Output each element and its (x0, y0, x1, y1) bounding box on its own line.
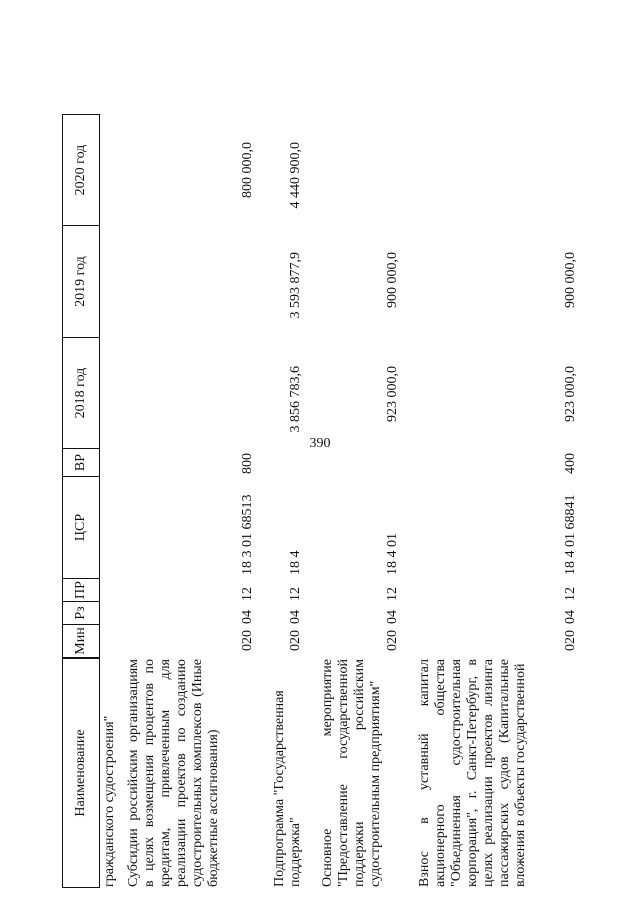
cell-min: 020 (288, 630, 303, 651)
cell-csr: 18 4 (288, 550, 303, 575)
cell-min: 020 (563, 630, 578, 651)
cell-pr: 12 (563, 587, 578, 601)
header-rz: Рз (62, 601, 100, 625)
cell-2019: 900 000,0 (563, 252, 578, 308)
row-name: Основное мероприятие "Предоставление государственной поддержки российским судостроительным предприятиям" (320, 659, 383, 887)
cell-2018: 3 856 783,6 (288, 366, 303, 433)
header-name: Наименование (62, 658, 100, 888)
cell-rz: 04 (288, 610, 303, 624)
cell-rz: 04 (240, 610, 255, 624)
cell-min: 020 (385, 630, 400, 651)
budget-table (62, 62, 587, 887)
header-min: Мин (62, 624, 100, 658)
header-2020: 2020 год (62, 114, 100, 226)
cell-2019: 3 593 877,9 (288, 252, 303, 319)
cell-2019: 900 000,0 (385, 252, 400, 308)
page-number: 390 (309, 436, 331, 451)
cell-2018: 923 000,0 (385, 366, 400, 422)
header-pr: ПР (62, 578, 100, 602)
cell-min: 020 (240, 630, 255, 651)
cell-pr: 12 (240, 587, 255, 601)
row-name: Подпрограмма "Государственная поддержка" (272, 690, 303, 887)
cell-rz: 04 (385, 610, 400, 624)
cell-csr: 18 4 01 68841 (563, 494, 578, 575)
cell-vr: 400 (563, 453, 578, 474)
cell-csr: 18 4 01 (385, 533, 400, 575)
cell-pr: 12 (385, 587, 400, 601)
cell-pr: 12 (288, 587, 303, 601)
cell-vr: 800 (240, 453, 255, 474)
header-csr: ЦСР (62, 476, 100, 579)
cell-2020: 4 440 900,0 (288, 142, 303, 209)
row-name: Субсидии российским организациям в целях возмещения процентов по кредитам, привлеченным для реализации проектов по созданию судостроительных комплексов (Иные бюджетные ассигнования) (126, 659, 221, 887)
cell-2018: 923 000,0 (563, 366, 578, 422)
continuation-text: гражданского судостроения" (102, 715, 117, 887)
cell-rz: 04 (563, 610, 578, 624)
cell-2020: 800 000,0 (240, 142, 255, 198)
header-2018: 2018 год (62, 337, 100, 449)
header-vr: ВР (62, 448, 100, 477)
cell-csr: 18 3 01 68513 (240, 494, 255, 575)
header-2019: 2019 год (62, 225, 100, 338)
row-name: Взнос в уставный капитал акционерного общества "Объединенная судостроительная корпорация", г. Санкт-Петербург, в целях реализации проектов лизинга пассажирских судов (Капитальные вложения в объекты государственной (417, 659, 528, 887)
